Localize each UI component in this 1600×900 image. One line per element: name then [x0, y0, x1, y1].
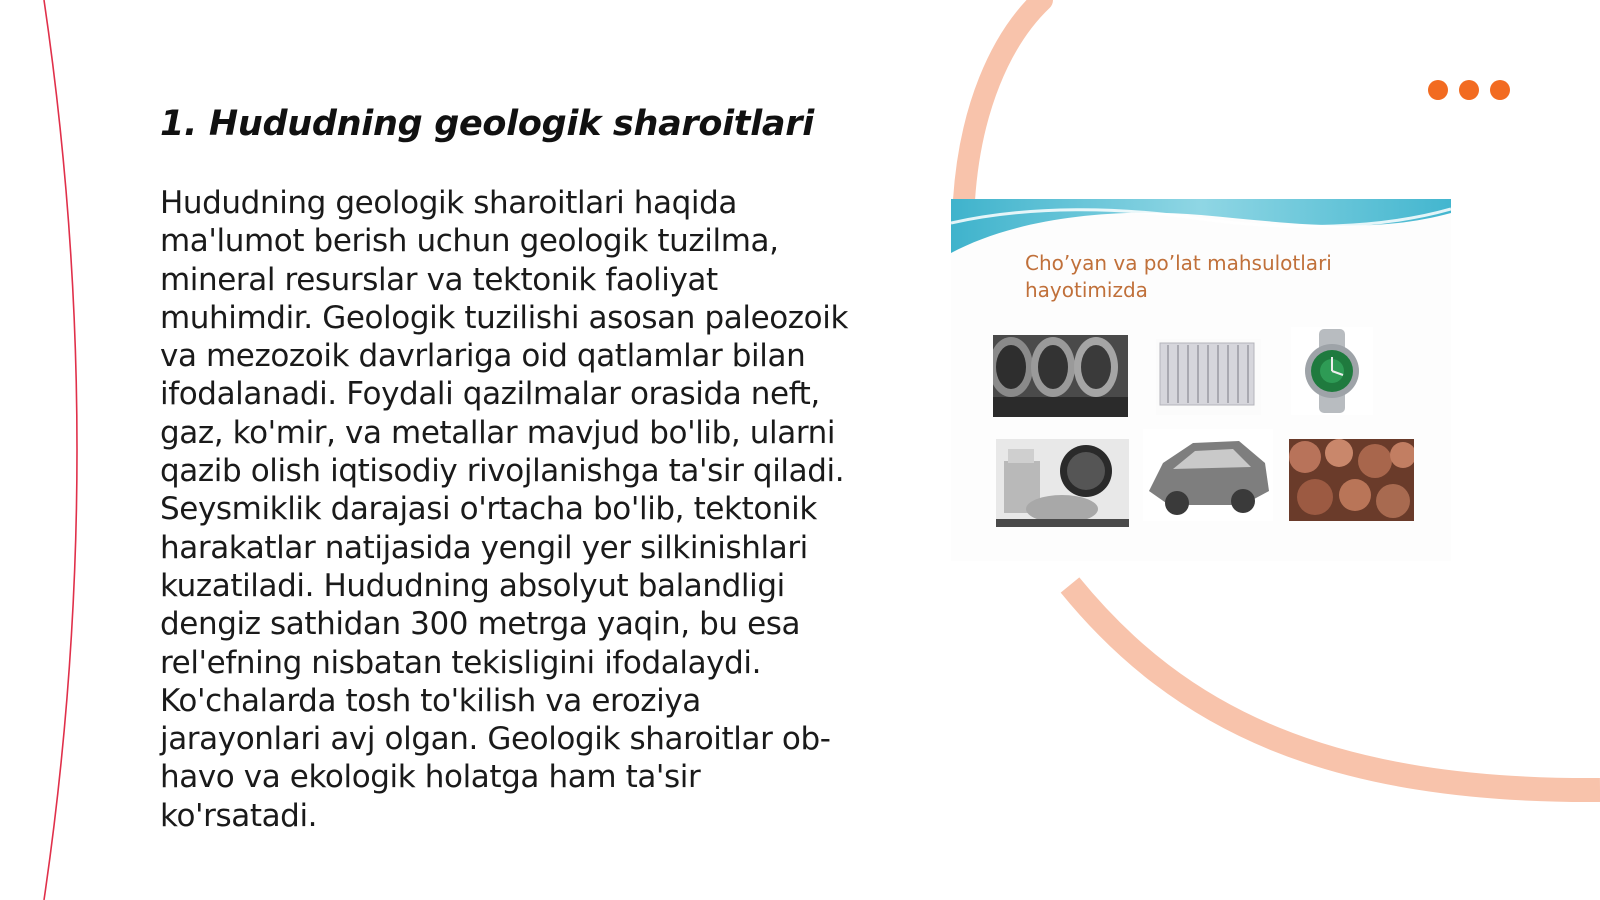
dot-icon	[1459, 80, 1479, 100]
wristwatch-image	[1291, 327, 1373, 415]
embedded-slide-image	[951, 199, 1451, 561]
dot-icon	[1490, 80, 1510, 100]
cookware-image	[996, 439, 1129, 527]
left-red-curve	[44, 0, 77, 900]
car-body-frame-image	[1143, 429, 1273, 521]
peach-arc-lower	[1070, 585, 1600, 790]
dot-icon	[1428, 80, 1448, 100]
metal-castings-image	[1289, 439, 1414, 521]
slide-caption: Cho’yan va po’lat mahsulotlari hayotimizda	[1025, 251, 1332, 302]
body-paragraph: Hududning geologik sharoitlari haqida ma'lumot berish uchun geologik tuzilma, mineral resurslar va tektonik faoliyat muhimdir. Geologik tuzilishi asosan paleozoik va mezozoik davrlariga oid qatlamlar bilan ifodalanadi. Foydali qazilmalar orasida neft, gaz, ko'mir, va metallar mavjud bo'lib, ularni qazib olish iqtisodiy rivojlanishga ta'sir qiladi. Seysmiklik darajasi o'rtacha bo'lib, tektonik harakatlar natijasida yengil yer silkinishlari kuzatiladi. Hududning absolyut balandligi dengiz sathidan 300 metrga yaqin, bu esa rel'efning nisbatan tekisligini ifodalaydi. Ko'chalarda tosh to'kilish va eroziya jarayonlari avj olgan. Geologik sharoitlar ob-havo va ekologik holatga ham ta'sir ko'rsatadi.	[160, 185, 849, 834]
cast-iron-pipes-image	[993, 335, 1128, 417]
radiator-image	[1156, 339, 1261, 415]
more-dots-icon	[1428, 80, 1510, 100]
page-title: 1. Hududning geologik sharoitlari	[160, 104, 814, 144]
peach-arc-upper	[964, 0, 1042, 200]
